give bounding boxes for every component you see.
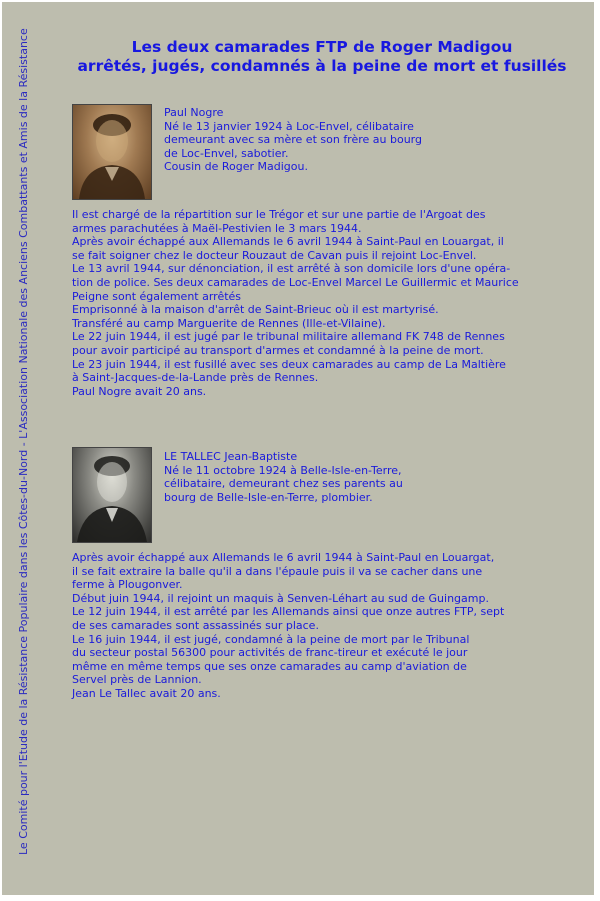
person1-biography: [72, 208, 534, 398]
bio-line: même en même temps que ses onze camarades au camp d'aviation de: [72, 659, 467, 673]
bio-line: Le 23 juin 1944, il est fusillé avec ses deux camarades au camp de La Maltière: [72, 357, 506, 371]
person1-intro: [164, 106, 422, 174]
bio-line: Peigne sont également arrêtés: [72, 289, 242, 303]
bio-line: se fait soigner chez le docteur Rouzaut de Cavan puis il rejoint Loc-Envel.: [72, 248, 477, 262]
intro-line: célibataire, demeurant chez ses parents au: [164, 477, 403, 490]
bio-line: Emprisonné à la maison d'arrêt de Saint-Brieuc où il est martyrisé.: [72, 303, 439, 317]
portrait-jean-le-tallec: [72, 447, 152, 543]
bio-line: Le 12 juin 1944, il est arrêté par les Allemands ainsi que onze autres FTP, sept: [72, 605, 505, 619]
portrait-silhouette-icon: [73, 448, 151, 542]
bio-line: Après avoir échappé aux Allemands le 6 avril 1944 à Saint-Paul en Louargat,: [72, 551, 495, 564]
bio-line: Il est chargé de la répartition sur le Trégor et sur une partie de l'Argoat des: [72, 208, 486, 221]
title-line: Les deux camarades FTP de Roger Madigou: [131, 38, 513, 56]
bio-line: tion de police. Ses deux camarades de Loc-Envel Marcel Le Guillermic et Maurice: [72, 275, 519, 289]
person2-intro: [164, 450, 403, 504]
page-title: [62, 38, 582, 76]
portrait-silhouette-icon: [73, 105, 151, 199]
side-credit-text: Le Comité pour l'Etude de la Résistance Populaire dans les Côtes-du-Nord - L'Association Nationale des Anciens Combattants et Amis de la Résistance: [17, 28, 30, 855]
bio-line: Paul Nogre avait 20 ans.: [72, 384, 207, 398]
person1-name: Paul Nogre: [164, 106, 224, 119]
intro-line: de Loc-Envel, sabotier.: [164, 146, 289, 160]
bio-line: de ses camarades sont assassinés sur place.: [72, 618, 319, 632]
bio-line: à Saint-Jacques-de-la-Lande près de Rennes.: [72, 371, 319, 385]
bio-line: Transféré au camp Marguerite de Rennes (Ille-et-Vilaine).: [72, 316, 386, 330]
person2-biography: [72, 551, 534, 701]
bio-line: pour avoir participé au transport d'armes et condamné à la peine de mort.: [72, 343, 484, 357]
bio-line: Le 16 juin 1944, il est jugé, condamné à la peine de mort par le Tribunal: [72, 632, 470, 646]
bio-line: Après avoir échappé aux Allemands le 6 avril 1944 à Saint-Paul en Louargat, il: [72, 235, 504, 249]
bio-line: Jean Le Tallec avait 20 ans.: [72, 686, 221, 700]
intro-line: demeurant avec sa mère et son frère au bourg: [164, 133, 422, 146]
bio-line: Servel près de Lannion.: [72, 673, 202, 687]
person2-name: LE TALLEC Jean-Baptiste: [164, 450, 298, 463]
intro-line: Né le 13 janvier 1924 à Loc-Envel, célibataire: [164, 119, 414, 133]
intro-line: bourg de Belle-Isle-en-Terre, plombier.: [164, 490, 373, 504]
intro-line: Né le 11 octobre 1924 à Belle-Isle-en-Terre,: [164, 463, 402, 477]
bio-line: il se fait extraire la balle qu'il a dans l'épaule puis il va se cacher dans une: [72, 564, 483, 578]
intro-line: Cousin de Roger Madigou.: [164, 160, 308, 173]
portrait-paul-nogre: [72, 104, 152, 200]
bio-line: Le 13 avril 1944, sur dénonciation, il est arrêté à son domicile lors d'une opéra-: [72, 262, 511, 276]
bio-line: Le 22 juin 1944, il est jugé par le tribunal militaire allemand FK 748 de Rennes: [72, 330, 505, 344]
bio-line: du secteur postal 56300 pour activités de franc-tireur et exécuté le jour: [72, 646, 468, 660]
bio-line: armes parachutées à Maël-Pestivien le 3 mars 1944.: [72, 221, 362, 235]
bio-line: Début juin 1944, il rejoint un maquis à Senven-Léhart au sud de Guingamp.: [72, 591, 489, 605]
title-line: arrêtés, jugés, condamnés à la peine de mort et fusillés: [77, 57, 567, 75]
bio-line: ferme à Plougonver.: [72, 578, 183, 592]
